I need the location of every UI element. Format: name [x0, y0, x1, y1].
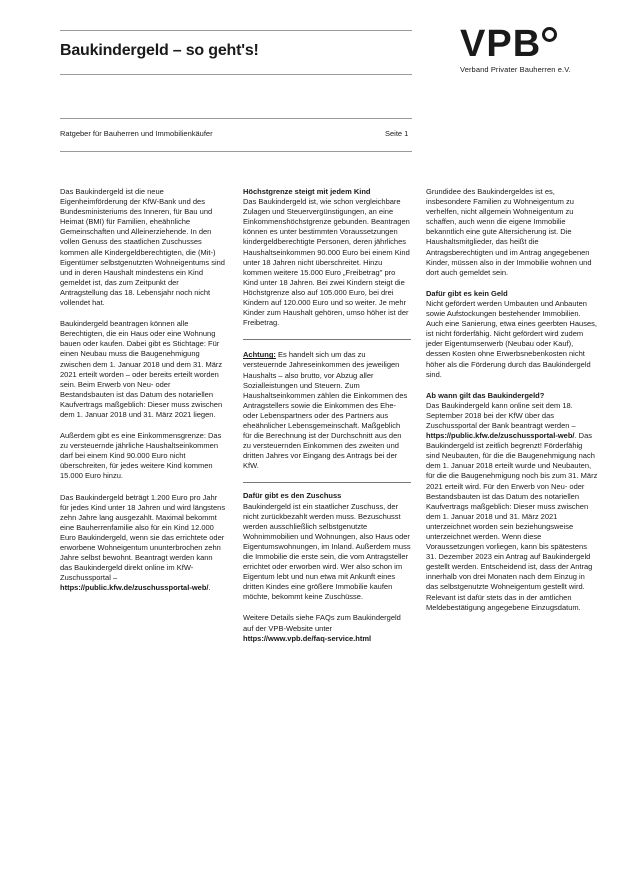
page-title: Baukindergeld – so geht's! — [60, 42, 259, 59]
paragraph: Das Baukindergeld ist die neue Eigenheimförderung der KfW-Bank und des Bundesministeriums des Inneren, für Bau und Heimat (BMI) für Familien, eheähnliche Gemeinschaften und Alleinerziehende. In den vollen Genuss des staatlichen Zuschusses kommen alle Kindergeldberechtigten, die (Mit-) Eigentümer selbstgenutzten Wohneigentums sind und in deren Haushalt mindestens ein Kind gemeldet ist, das zum Zeitpunkt der Antragstellung das 18. Lebensjahr noch nicht vollendet hat. — [60, 187, 225, 308]
column-3 — [426, 187, 598, 624]
paragraph: Nicht gefördert werden Umbauten und Anbauten sowie Aufstockungen bestehender Immobilien. Auch eine Sanierung, etwa eines geerbten Hauses, ist nicht förderfähig. Nicht gefördert wird zudem jeder Eigentumserwerb (Neubau oder Kauf), dessen Kosten ohne Erwerbsnebenkosten nicht höher als die Förderung durch das Baukindergeld sind. — [426, 298, 597, 379]
section-heading: Höchstgrenze steigt mit jedem Kind — [243, 187, 371, 196]
paragraph: Das Baukindergeld ist, wie schon vergleichbare Zulagen und Steuervergünstigungen, an eine Einkommenshöchstgrenze gebunden. Beantragen können es unter bestimmten Voraussetzungen kindergeldberechtigte Personen, deren jährliches Haushaltseinkommen 90.000 Euro bei einem Kind unter 18 Jahren nicht überschreitet. Hinzu kommen weitere 15.000 Euro „Freibetrag" pro Kind unter 18 Jahren. Bei zwei Kindern steigt die Höchstgrenze also auf 105.000 Euro, bei drei Kindern auf 120.000 Euro und so weiter. Je mehr Kinder zum Haushalt gehören, umso höher ist der Freibetrag. — [243, 197, 410, 328]
paragraph-end: . — [208, 583, 211, 593]
paragraph — [60, 493, 226, 594]
paragraph: Baukindergeld ist ein staatlicher Zuschuss, der nicht zurückbezahlt werden muss. Bezuschusst werden ausschließlich selbstgenutzte Wohnimmobilien und Wohnungen, also Haus oder Eigentumswohnungen, im Inland. Außerdem muss die Immobilie die erste sein, die vom Antragsteller errichtet oder erworben wird. Wer also schon im Eigentum lebt und nun etwa mit Ankunft eines dritten Kindes eine größere Immobilie kaufen möchte, bekommt keine Zuschüsse. — [243, 501, 411, 602]
section-heading: Ab wann gilt das Baukindergeld? — [426, 390, 545, 400]
vpb-faq-link[interactable]: https://www.vpb.de/faq-service.html — [243, 633, 372, 643]
divider — [243, 482, 411, 483]
section-heading: Dafür gibt es kein Geld — [426, 288, 508, 298]
page-number: Seite 1 — [385, 129, 409, 138]
paragraph — [243, 350, 411, 471]
paragraph — [426, 401, 598, 613]
logo-ring-icon — [542, 27, 557, 42]
divider — [243, 339, 411, 340]
kfw-portal-link[interactable]: https://public.kfw.de/zuschussportal-web/ — [60, 583, 209, 593]
paragraph-text: Weitere Details siehe FAQs zum Baukindergeld auf der VPB-Website unter — [243, 613, 401, 633]
title-underline-rule — [60, 74, 412, 75]
logo-mark — [460, 24, 600, 64]
subtitle-bottom-rule — [60, 151, 412, 152]
subtitle-top-rule — [60, 118, 412, 119]
section-heading: Dafür gibt es den Zuschuss — [243, 491, 342, 501]
paragraph: Grundidee des Baukindergeldes ist es, insbesondere Familien zu Wohneigentum zu verhelfen, nicht allgemein Wohneigentum zu schaffen, auch wenn die eigene Immobilie bekanntlich eine gute Altersicherung ist. Die Haushaltsmitglieder, das heißt die Antragsberechtigten und im Antrag angegebenen Kinder, müssen also in der Immobilie wohnen und dort auch gemeldet sein. — [426, 187, 592, 277]
paragraph-text: Das Baukindergeld kann online seit dem 18. September 2018 bei der KfW über das Zuschussportal der Bank beantragt werden – — [426, 400, 576, 430]
logo-text: VPB — [460, 23, 542, 65]
paragraph-text: . Das Baukindergeld ist zeitlich begrenzt! Förderfähig sind Neubauten, für die die Baugenehmigung nach dem 1. Januar 2018 erteilt wurde und Neubauten, für die die Baugenehmigung noch bis zum 31. März 2021 erteilt wird. Für den Erwerb von Neu- oder Bestandsbauten ist das Datum des notariellen Kaufvertrags maßgeblich: Dieser muss zwischen dem 1. Januar 2018 und 31. März 2021 unterzeichnet worden sein beziehungsweise unterzeichnet werden. Wenn diese Voraussetzungen vorliegen, kann bis spätestens 31. Dezember 2023 ein Antrag auf Baukindergeld gestellt werden. Entscheidend ist, dass der Antrag innerhalb von drei Monaten nach dem Einzug in das selbstgenutzte Wohneigentum gestellt wird. Relevant ist dafür stets das in der amtlichen Meldebestätigung angegebene Einzugsdatum. — [426, 431, 598, 612]
paragraph-text: Es handelt sich um das zu versteuernde Jahreseinkommen des jeweiligen Haushalts – also brutto, vor Abzug aller Sozialleistungen und Steuern. Zum Haushaltseinkommen zählen die Einkommen des Antragstellers sowie die Einkommen des Ehe- oder Lebenspartners oder des Partners aus eheähnlicher Lebensgemeinschaft. Maßgeblich für die Berechnung ist der Durchschnitt aus den zu versteuernden Einkommen des zweiten und dritten Jahres vor Eingang des Antrags bei der KfW. — [243, 350, 408, 471]
column-1 — [60, 187, 226, 604]
paragraph-text: Das Baukindergeld beträgt 1.200 Euro pro Jahr für jedes Kind unter 18 Jahren und wird längstens zehn Jahre lang ausgezahlt. Maximal bekommt eine Bauherrenfamilie also für ein Kind 12.000 Euro Baukindergeld, wenn sie das errichtete oder erworbene Wohneigentum ununterbrochen zehn Jahre selbst bewohnt. Beantragt werden kann das Baukindergeld direkt online im KfW-Zuschussportal – — [60, 492, 226, 583]
document-subtitle: Ratgeber für Bauherren und Immobilienkäufer — [60, 129, 213, 138]
logo-subtitle: Verband Privater Bauherren e.V. — [460, 65, 571, 74]
vpb-logo — [460, 24, 600, 74]
top-rule — [60, 30, 412, 31]
achtung-label: Achtung: — [243, 350, 276, 360]
paragraph: Außerdem gibt es eine Einkommensgrenze: Das zu versteuernde jährliche Haushaltseinkommen darf bei einem Kind 90.000 Euro nicht überschreiten, für jedes weitere Kind kommen 15.000 Euro hinzu. — [60, 431, 222, 481]
column-2 — [243, 187, 411, 655]
kfw-portal-link[interactable]: https://public.kfw.de/zuschussportal-web/ — [426, 431, 575, 441]
paragraph: Baukindergeld beantragen können alle Berechtigten, die ein Haus oder eine Wohnung bauen oder kaufen. Dabei gibt es Stichtage: Für einen Neubau muss die Baugenehmigung zwischen dem 1. Januar 2018 und dem 31. März 2021 erteilt worden – oder bereits erteilt worden sein. Beim Erwerb von Neu- oder Bestandsbauten ist das Datum des notariellen Kaufvertrags maßgeblich: Dieser muss zwischen dem 1. Januar 2018 und 31. März 2021 liegen. — [60, 319, 223, 419]
paragraph — [243, 613, 411, 643]
